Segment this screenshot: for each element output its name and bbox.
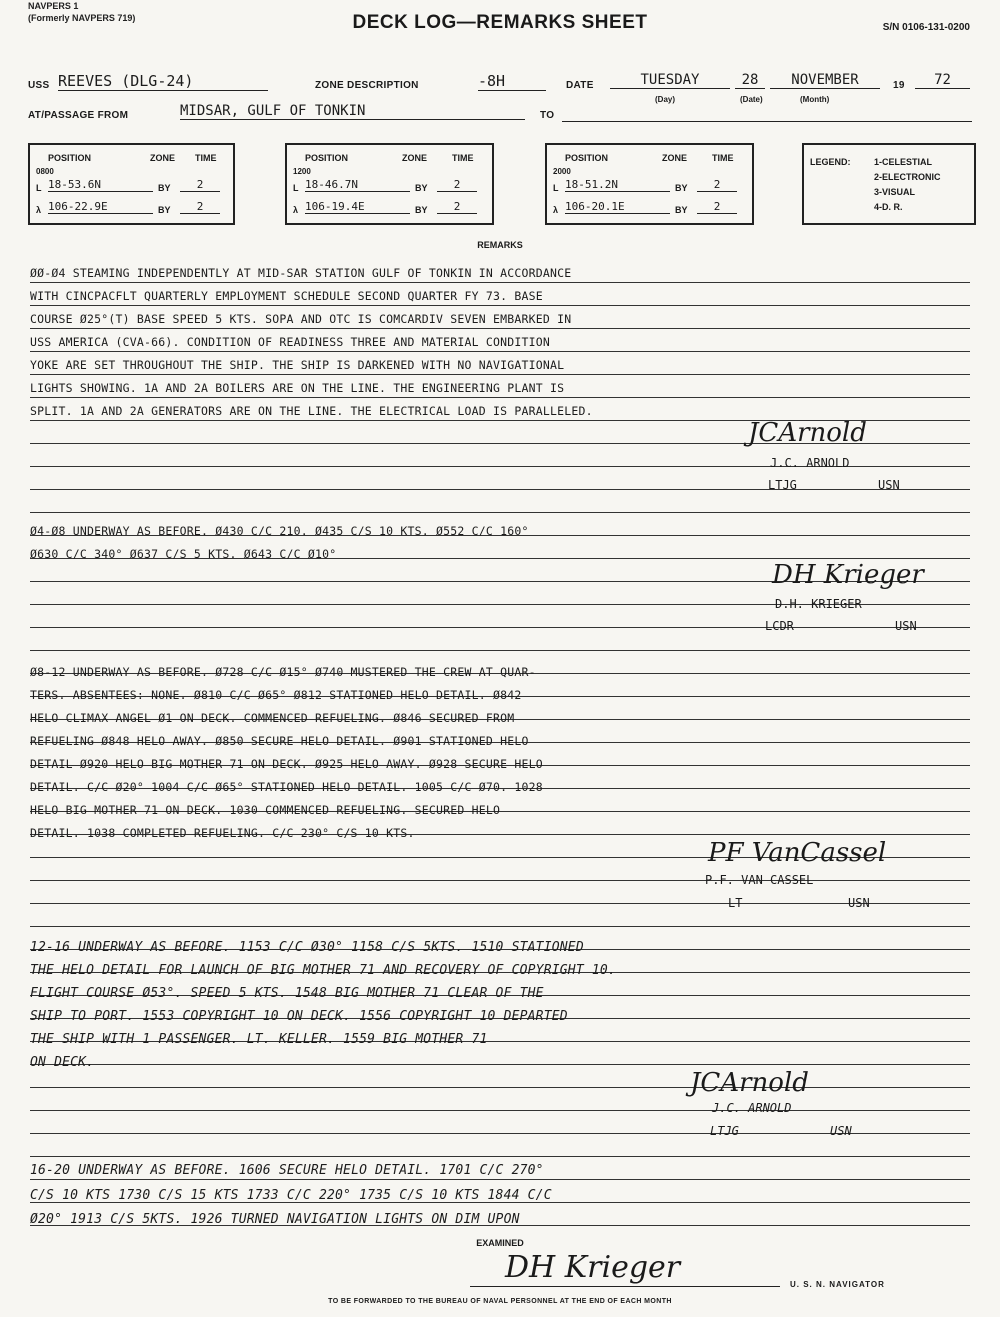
ruled-line [30, 1179, 970, 1180]
latitude-value: 18-53.6N [48, 178, 153, 192]
lon-by-value: 2 [180, 200, 220, 214]
log-line: Ø20° 1913 C/S 5KTS. 1926 TURNED NAVIGATION LIGHTS ON DIM UPON [30, 1212, 520, 1227]
position-time: 2000 [553, 167, 571, 176]
navigator-signature: DH Krieger [505, 1250, 681, 1285]
log-line: ØØ-Ø4 STEAMING INDEPENDENTLY AT MID-SAR STATION GULF OF TONKIN IN ACCORDANCE [30, 266, 572, 280]
ruled-line [30, 489, 970, 490]
log-line: Ø630 C/C 340° Ø637 C/S 5 KTS. Ø643 C/C Ø10° [30, 547, 337, 561]
log-line: HELO CLIMAX ANGEL Ø1 ON DECK. COMMENCED REFUELING. Ø846 SECURED FROM [30, 711, 515, 725]
signer-name: J.C. ARNOLD [770, 456, 850, 470]
signer-name: D.H. KRIEGER [775, 597, 862, 611]
date-caption: (Date) [740, 95, 763, 104]
year-value: 72 [915, 72, 970, 89]
signer-rank: LTJG [710, 1124, 739, 1138]
log-line: YOKE ARE SET THROUGHOUT THE SHIP. THE SHIP IS DARKENED WITH NO NAVIGATIONAL [30, 358, 565, 372]
signer-rank: LT [728, 896, 743, 910]
navigator-label: U. S. N. NAVIGATOR [790, 1280, 885, 1289]
ruled-line [30, 1064, 970, 1065]
lat-by-value: 2 [697, 178, 737, 192]
navigator-signature-line [470, 1286, 780, 1287]
zone-head: ZONE [402, 153, 428, 163]
serial-number: S/N 0106-131-0200 [882, 22, 970, 33]
zone-value: -8H [478, 72, 546, 91]
ruled-line [30, 512, 970, 513]
ruled-line [30, 328, 970, 329]
signer-service: USN [895, 619, 917, 633]
ruled-line [30, 305, 970, 306]
signer-name: P.F. VAN CASSEL [705, 873, 814, 887]
legend-box [802, 143, 976, 225]
form-number: NAVPERS 1 [28, 1, 79, 11]
lon-symbol: λ [553, 205, 559, 215]
signer-service: USN [878, 478, 900, 492]
ruled-line [30, 627, 970, 628]
log-line: 16-20 UNDERWAY AS BEFORE. 1606 SECURE HELO DETAIL. 1701 C/C 270° [30, 1163, 544, 1178]
lat-by-value: 2 [437, 178, 477, 192]
log-line: REFUELING Ø848 HELO AWAY. Ø850 SECURE HELO DETAIL. Ø901 STATIONED HELO [30, 734, 529, 748]
ship-name: REEVES (DLG-24) [58, 72, 268, 91]
at-passage-value: MIDSAR, GULF OF TONKIN [180, 103, 525, 120]
signer-rank: LTJG [768, 478, 797, 492]
signature: DH Krieger [772, 560, 924, 590]
log-line: SPLIT. 1A AND 2A GENERATORS ARE ON THE LINE. THE ELECTRICAL LOAD IS PARALLELED. [30, 404, 593, 418]
log-line: 12-16 UNDERWAY AS BEFORE. 1153 C/C Ø30° 1158 C/S 5KTS. 1510 STATIONED [30, 940, 584, 955]
ruled-line [30, 1156, 970, 1157]
position-time: 1200 [293, 167, 311, 176]
by-label: BY [415, 183, 428, 193]
legend-item: 4-D. R. [874, 202, 903, 212]
log-line: LIGHTS SHOWING. 1A AND 2A BOILERS ARE ON THE LINE. THE ENGINEERING PLANT IS [30, 381, 565, 395]
remarks-label: REMARKS [477, 240, 523, 250]
longitude-value: 106-20.1E [565, 200, 670, 214]
position-box-2000 [545, 143, 754, 225]
log-line: FLIGHT COURSE Ø53°. SPEED 5 KTS. 1548 BIG MOTHER 71 CLEAR OF THE [30, 986, 544, 1001]
time-head: TIME [452, 153, 474, 163]
legend-item: 2-ELECTRONIC [874, 172, 941, 182]
ruled-line [30, 1110, 970, 1111]
longitude-value: 106-19.4E [305, 200, 410, 214]
log-line: THE HELO DETAIL FOR LAUNCH OF BIG MOTHER 71 AND RECOVERY OF COPYRIGHT 10. [30, 963, 616, 978]
signature: JCArnold [748, 418, 867, 448]
legend-item: 1-CELESTIAL [874, 157, 933, 167]
time-head: TIME [712, 153, 734, 163]
to-value-blank [562, 103, 972, 122]
by-label: BY [158, 183, 171, 193]
ruled-line [30, 880, 970, 881]
log-line: DETAIL. C/C Ø20° 1004 C/C Ø65° STATIONED HELO DETAIL. 1005 C/C Ø70. 1028 [30, 780, 543, 794]
latitude-value: 18-51.2N [565, 178, 670, 192]
ruled-line [30, 1087, 970, 1088]
by-label: BY [158, 205, 171, 215]
lon-by-value: 2 [437, 200, 477, 214]
lat-symbol: L [36, 183, 42, 193]
log-line: USS AMERICA (CVA-66). CONDITION OF READINESS THREE AND MATERIAL CONDITION [30, 335, 551, 349]
by-label: BY [675, 205, 688, 215]
lat-symbol: L [553, 183, 559, 193]
month-caption: (Month) [800, 95, 830, 104]
lon-by-value: 2 [697, 200, 737, 214]
position-head: POSITION [48, 153, 92, 163]
ruled-line [30, 397, 970, 398]
position-time: 0800 [36, 167, 54, 176]
signer-rank: LCDR [765, 619, 794, 633]
by-label: BY [675, 183, 688, 193]
log-line: THE SHIP WITH 1 PASSENGER. LT. KELLER. 1559 BIG MOTHER 71 [30, 1032, 488, 1047]
time-head: TIME [195, 153, 217, 163]
position-head: POSITION [305, 153, 349, 163]
log-line: TERS. ABSENTEES: NONE. Ø810 C/C Ø65° Ø812 STATIONED HELO DETAIL. Ø842 [30, 688, 522, 702]
log-line: Ø4-Ø8 UNDERWAY AS BEFORE. Ø430 C/C 210. Ø435 C/S 10 KTS. Ø552 C/C 160° [30, 524, 529, 538]
position-head: POSITION [565, 153, 609, 163]
signer-service: USN [848, 896, 870, 910]
legend-item: 3-VISUAL [874, 187, 916, 197]
to-label: TO [540, 110, 555, 121]
ruled-line [30, 650, 970, 651]
signature: JCArnold [690, 1068, 809, 1098]
by-label: BY [415, 205, 428, 215]
signer-name: J.C. ARNOLD [712, 1101, 792, 1115]
log-line: COURSE Ø25°(T) BASE SPEED 5 KTS. SOPA AND OTC IS COMCARDIV SEVEN EMBARKED IN [30, 312, 572, 326]
date-label: DATE [566, 80, 594, 91]
log-line: DETAIL Ø920 HELO BIG MOTHER 71 ON DECK. Ø925 HELO AWAY. Ø928 SECURE HELO [30, 757, 543, 771]
lon-symbol: λ [36, 205, 42, 215]
signer-service: USN [830, 1124, 852, 1138]
log-line: WITH CINCPACFLT QUARTERLY EMPLOYMENT SCHEDULE SECOND QUARTER FY 73. BASE [30, 289, 543, 303]
log-line: Ø8-12 UNDERWAY AS BEFORE. Ø728 C/C Ø15° Ø740 MUSTERED THE CREW AT QUAR- [30, 665, 536, 679]
at-passage-label: AT/PASSAGE FROM [28, 110, 129, 121]
log-line: DETAIL. 1038 COMPLETED REFUELING. C/C 230° C/S 10 KTS. [30, 826, 415, 840]
lat-symbol: L [293, 183, 299, 193]
day-value: TUESDAY [610, 72, 730, 89]
ruled-line [30, 903, 970, 904]
log-line: C/S 10 KTS 1730 C/S 15 KTS 1733 C/C 220° 1735 C/S 10 KTS 1844 C/C [30, 1188, 552, 1203]
zone-label: ZONE DESCRIPTION [315, 80, 419, 91]
formerly-label: (Formerly NAVPERS 719) [28, 13, 136, 23]
lat-by-value: 2 [180, 178, 220, 192]
ruled-line [30, 374, 970, 375]
log-line: HELO BIG MOTHER 71 ON DECK. 1030 COMMENCED REFUELING. SECURED HELO [30, 803, 501, 817]
lon-symbol: λ [293, 205, 299, 215]
date-value: 28 [735, 72, 765, 89]
position-box-1200 [285, 143, 494, 225]
legend-title: LEGEND: [810, 157, 851, 167]
latitude-value: 18-46.7N [305, 178, 410, 192]
longitude-value: 106-22.9E [48, 200, 153, 214]
position-box-0800 [28, 143, 235, 225]
ruled-line [30, 351, 970, 352]
ship-label: USS [28, 80, 50, 91]
ruled-line [30, 926, 970, 927]
log-line: SHIP TO PORT. 1553 COPYRIGHT 10 ON DECK. 1556 COPYRIGHT 10 DEPARTED [30, 1009, 568, 1024]
day-caption: (Day) [655, 95, 676, 104]
ruled-line [30, 1133, 970, 1134]
year-prefix: 19 [893, 80, 905, 91]
examined-label: EXAMINED [476, 1238, 524, 1248]
zone-head: ZONE [150, 153, 176, 163]
log-line: ON DECK. [30, 1055, 95, 1070]
ruled-line [30, 282, 970, 283]
zone-head: ZONE [662, 153, 688, 163]
month-value: NOVEMBER [770, 72, 880, 89]
page-title: DECK LOG—REMARKS SHEET [352, 12, 648, 33]
signature: PF VanCassel [708, 838, 887, 868]
footer-instruction: TO BE FORWARDED TO THE BUREAU OF NAVAL PERSONNEL AT THE END OF EACH MONTH [328, 1298, 672, 1305]
